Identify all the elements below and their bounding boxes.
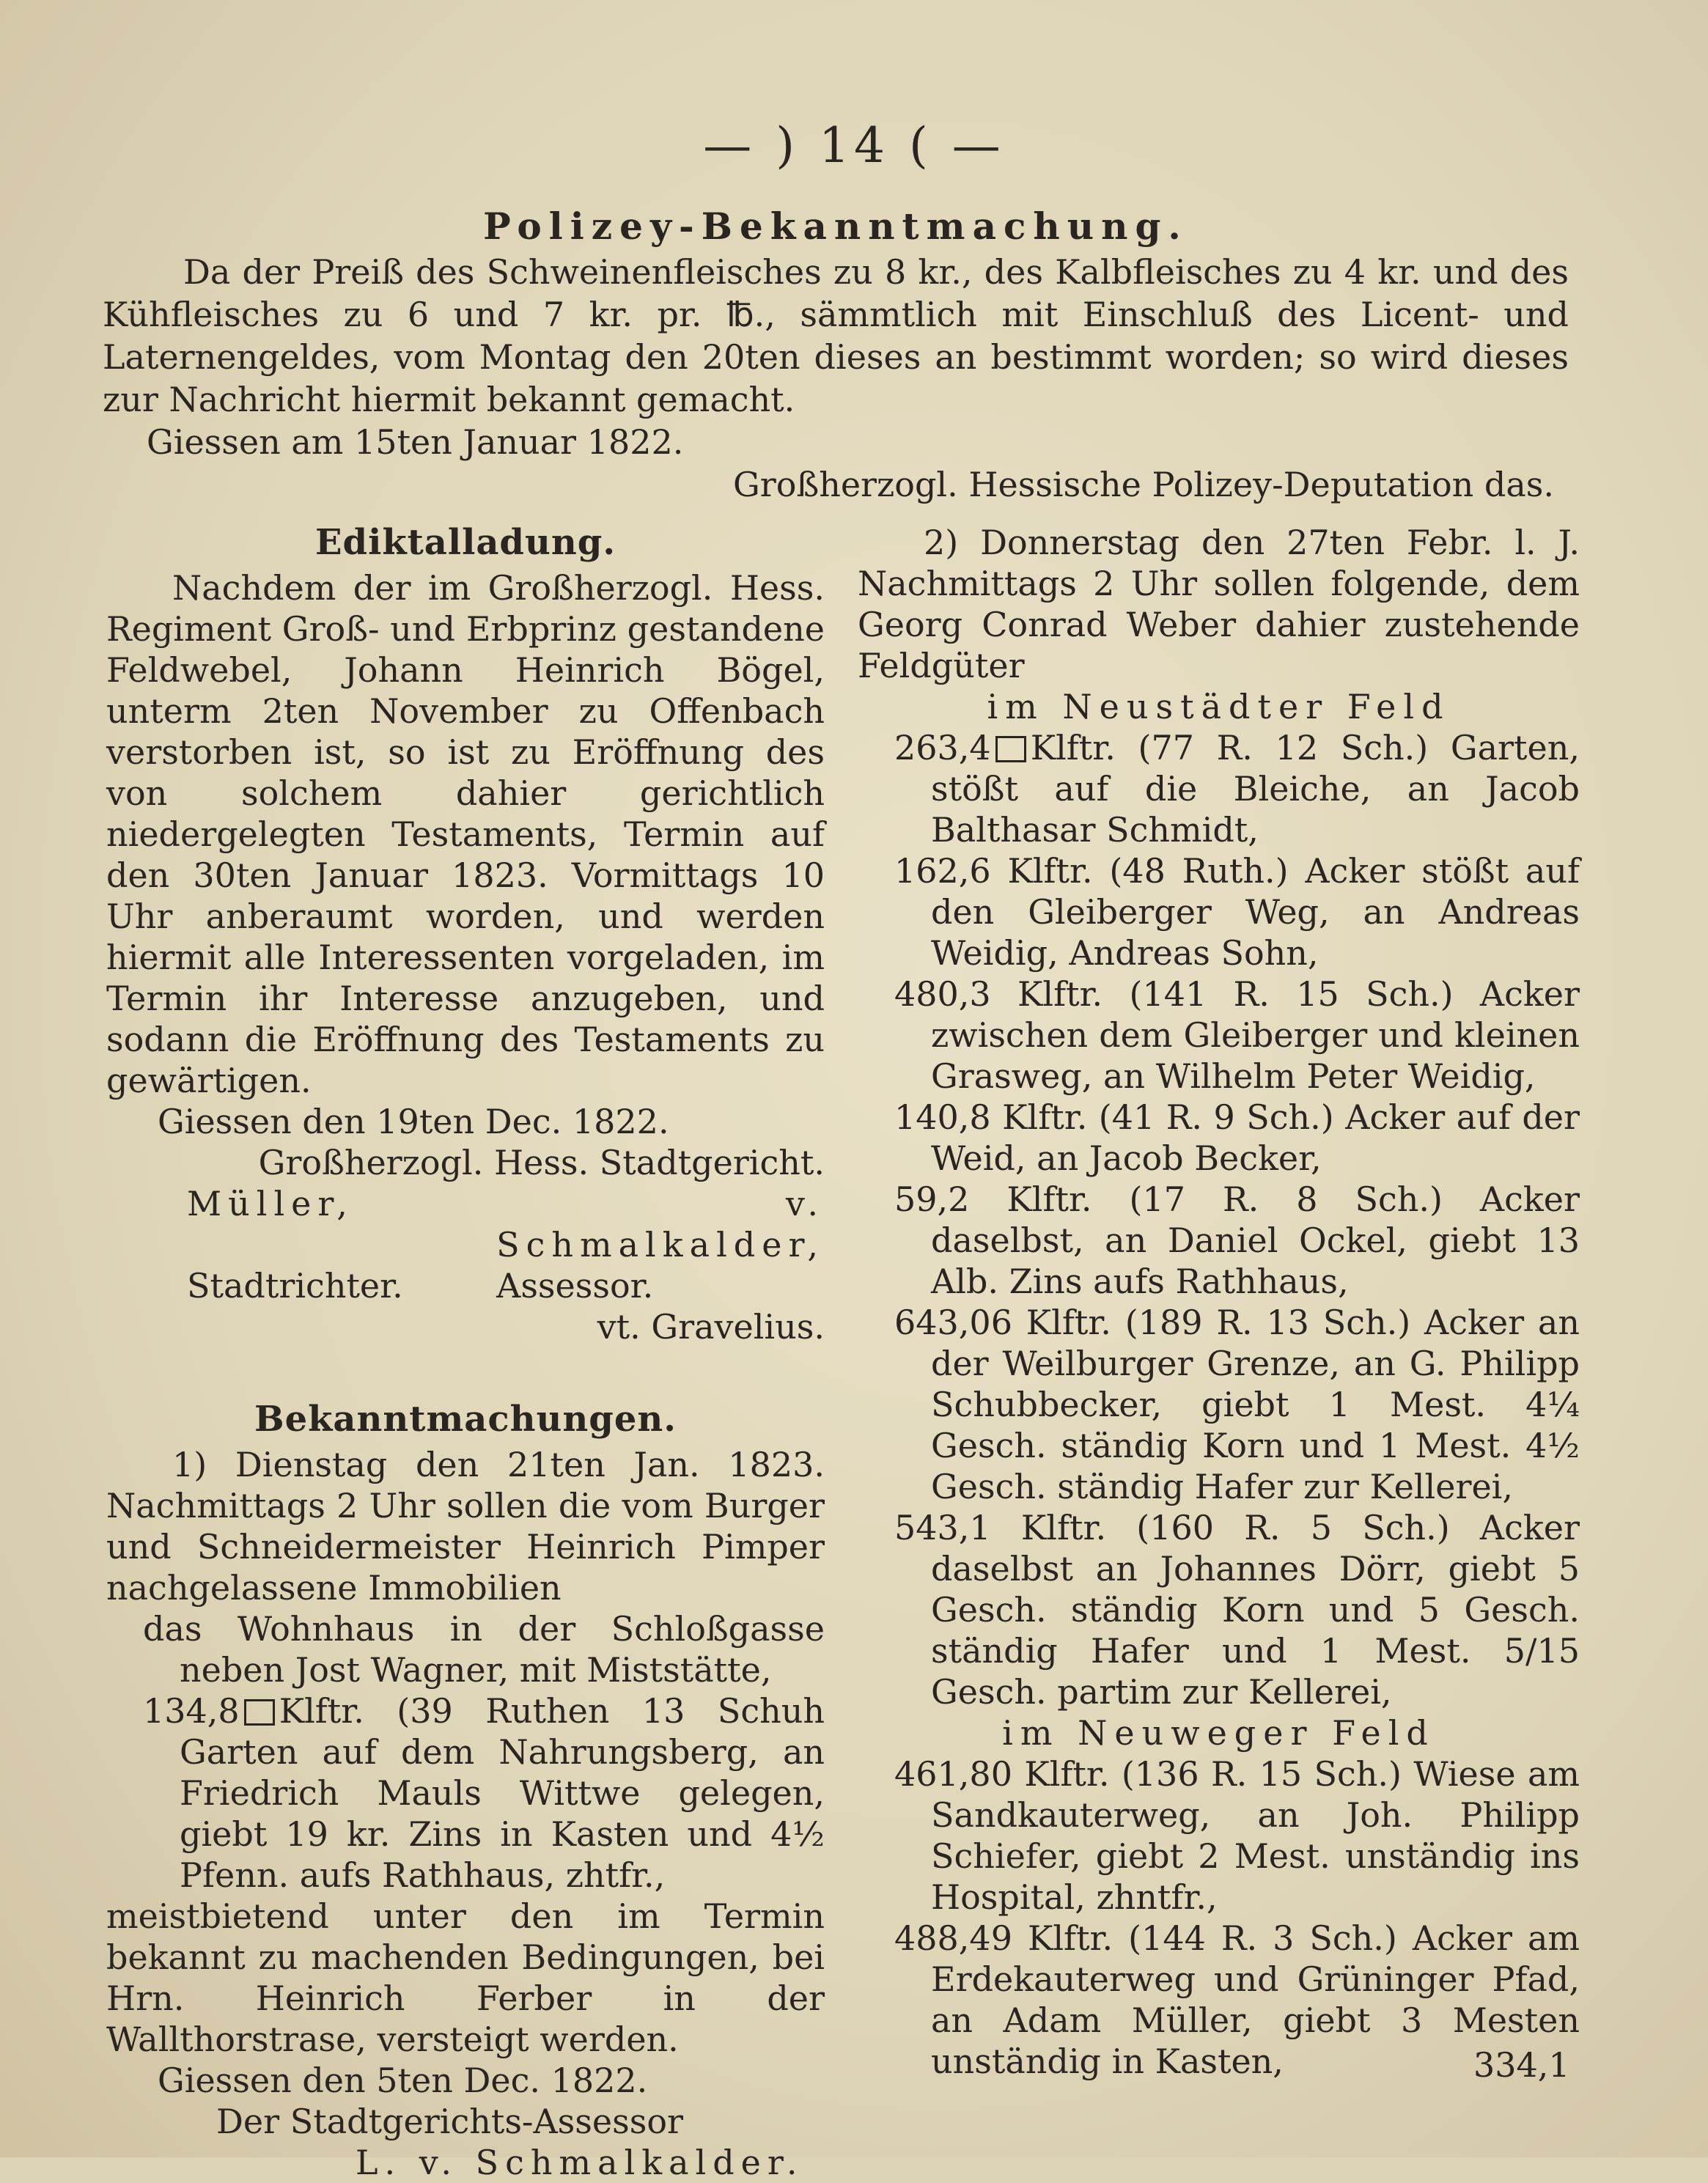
- edict-role-1: Stadtrichter.: [187, 1266, 403, 1306]
- item1-outro: meistbietend unter den im Termin bekannt zu machenden Bedingungen, bei Hrn. Heinrich Ferber in der Wallthorstrase, versteigt werden.: [106, 1896, 825, 2059]
- police-notice-signature: Großherzogl. Hessische Polizey-Deputation das.: [733, 465, 1554, 504]
- edict-name-1: Müller,: [187, 1184, 354, 1223]
- edict-name-2: v. Schmalkalder,: [496, 1184, 825, 1264]
- edict-title: Ediktalladung.: [314, 522, 616, 563]
- item2-intro: 2) Donnerstag den 27ten Febr. l. J. Nachmittags 2 Uhr sollen folgende, dem Georg Conrad Weber dahier zustehende Feldgüter: [858, 523, 1580, 685]
- page-number-line: — ) 14 ( —: [703, 117, 1005, 174]
- item2-entry-3: 480,3 Klftr. (141 R. 15 Sch.) Acker zwischen dem Gleiberger und kleinen Grasweg, an Wilhelm Peter Weidig,: [894, 974, 1580, 1096]
- item2-entry-5: 59,2 Klftr. (17 R. 8 Sch.) Acker daselbst, an Daniel Ockel, giebt 13 Alb. Zins aufs Rathhaus,: [894, 1179, 1580, 1301]
- item2-entry-9: 488,49 Klftr. (144 R. 3 Sch.) Acker am Erdekauterweg und Grüninger Pfad, an Adam Müller, giebt 3 Mesten unständig in Kasten,: [894, 1918, 1580, 2081]
- item2-entry-7: 543,1 Klftr. (160 R. 5 Sch.) Acker daselbst an Johannes Dörr, giebt 5 Gesch. ständig Korn und 5 Gesch. ständig Hafer und 1 Mest. 5/15 Gesch. partim zur Kellerei,: [894, 1508, 1580, 1712]
- police-notice-title: Polizey-Bekanntmachung.: [483, 205, 1188, 248]
- announcements-title: Bekanntmachungen.: [254, 1399, 677, 1440]
- square-symbol-icon: [995, 736, 1026, 762]
- item2-entry-1: [858, 727, 1580, 850]
- item2-entry-4: 140,8 Klftr. (41 R. 9 Sch.) Acker auf der Weid, an Jacob Becker,: [894, 1097, 1580, 1178]
- item1-intro: 1) Dienstag den 21ten Jan. 1823. Nachmittags 2 Uhr sollen die vom Burger und Schneidermeister Heinrich Pimper nachgelassene Immobilien: [106, 1445, 825, 1608]
- right-column: [858, 522, 1580, 2082]
- item2-field-1: im Neustädter Feld: [987, 687, 1451, 726]
- edict-place-date: Giessen den 19ten Dec. 1822.: [158, 1102, 669, 1141]
- catchword: 334,1: [1473, 2045, 1570, 2085]
- item1-garden-area: 134,8: [143, 1691, 240, 1731]
- edict-vt: vt. Gravelius.: [597, 1307, 825, 1347]
- item1-garden-text: Klftr. (39 Ruthen 13 Schuh Garten auf dem Nahrungsberg, an Friedrich Mauls Wittwe gelegen, giebt 19 kr. Zins in Kasten und 4½ Pfenn. aufs Rathhaus, zhtfr.,: [180, 1691, 825, 1895]
- item2-field-2: im Neuweger Feld: [1002, 1713, 1435, 1753]
- item1-house: das Wohnhaus in der Schloßgasse neben Jost Wagner, mit Miststätte,: [143, 1609, 825, 1690]
- announcements-sig-1: Der Stadtgerichts-Assessor: [216, 2102, 684, 2141]
- edict-text: Nachdem der im Großherzogl. Hess. Regiment Groß- und Erbprinz gestandene Feldwebel, Johann Heinrich Bögel, unterm 2ten November zu Offenbach verstorben ist, so ist zu Eröffnung des von solchem dahier gerichtlich niedergelegten Testaments, Termin auf den 30ten Januar 1823. Vormittags 10 Uhr anberaumt worden, und werden hiermit alle Interessenten vorgeladen, im Termin ihr Interesse anzugeben, und sodann die Eröffnung des Testaments zu gewärtigen.: [106, 568, 825, 1100]
- square-symbol-icon: [244, 1699, 275, 1726]
- police-notice: [103, 205, 1569, 506]
- edict-signatures: [106, 1183, 825, 1306]
- announcements-sig-2: L. v. Schmalkalder.: [356, 2143, 804, 2182]
- edict-court: Großherzogl. Hess. Stadtgericht.: [258, 1143, 825, 1182]
- police-notice-place-date: Giessen am 15ten Januar 1822.: [147, 422, 684, 462]
- police-notice-text: Da der Preiß des Schweinenfleisches zu 8 kr., des Kalbfleisches zu 4 kr. und des Kühfleisches zu 6 und 7 kr. pr. ℔., sämmtlich mit Einschluß des Licent- und Laternengeldes, vom Montag den 20ten dieses an bestimmt worden; so wird dieses zur Nachricht hiermit bekannt gemacht.: [103, 252, 1569, 419]
- announcements-place-date: Giessen den 5ten Dec. 1822.: [158, 2061, 648, 2100]
- item2-entry-1-text: Klftr. (77 R. 12 Sch.) Garten, stößt auf die Bleiche, an Jacob Balthasar Schmidt,: [931, 728, 1580, 850]
- item2-entry-6: 643,06 Klftr. (189 R. 13 Sch.) Acker an der Weilburger Grenze, an G. Philipp Schubbecker, giebt 1 Mest. 4¼ Gesch. ständig Korn und 1 Mest. 4½ Gesch. ständig Hafer zur Kellerei,: [894, 1303, 1580, 1506]
- item2-entry-2: 162,6 Klftr. (48 Ruth.) Acker stößt auf den Gleiberger Weg, an Andreas Weidig, Andreas Sohn,: [894, 851, 1580, 973]
- edict-role-2: Assessor.: [496, 1266, 654, 1306]
- item2-entry-8: 461,80 Klftr. (136 R. 15 Sch.) Wiese am Sandkauterweg, an Joh. Philipp Schiefer, giebt 2 Mest. unständig ins Hospital, zhntfr.,: [894, 1754, 1580, 1917]
- item1-garden: [106, 1690, 825, 1896]
- left-column: [106, 522, 825, 2183]
- item2-entry-1-area: 263,4: [894, 728, 991, 767]
